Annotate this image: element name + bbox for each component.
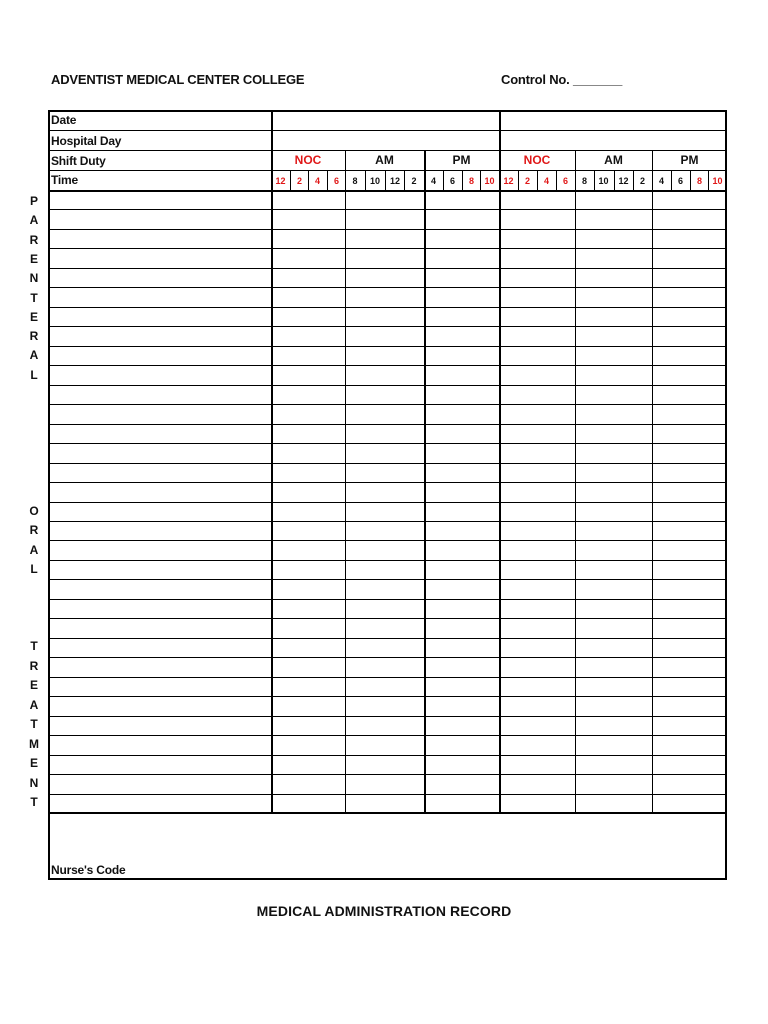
time-label: 10: [712, 176, 723, 186]
time-label: 8: [352, 176, 358, 186]
grid-line: [271, 110, 273, 813]
section-letter: A: [29, 542, 39, 557]
grid-line: [48, 130, 727, 131]
shift-label: PM: [680, 153, 699, 167]
time-label: 8: [468, 176, 474, 186]
grid-line: [48, 287, 727, 288]
grid-line: [48, 755, 727, 756]
grid-line: [48, 618, 727, 619]
shift-label: PM: [452, 153, 471, 167]
administration-record-table: [48, 110, 727, 880]
section-letter: E: [29, 309, 38, 324]
form-title: MEDICAL ADMINISTRATION RECORD: [256, 903, 512, 919]
section-letter: N: [29, 271, 39, 286]
time-label: 10: [369, 176, 380, 186]
time-label: 6: [449, 176, 455, 186]
time-label: 2: [639, 176, 645, 186]
grid-line: [48, 346, 727, 347]
nurses-code-label: Nurse's Code: [51, 863, 126, 877]
section-letter: M: [29, 736, 39, 751]
grid-line: [48, 248, 727, 249]
grid-line: [48, 716, 727, 717]
institution-name: ADVENTIST MEDICAL CENTER COLLEGE: [51, 72, 305, 87]
grid-line: [48, 170, 727, 171]
section-letter: R: [29, 329, 39, 344]
time-label: 4: [658, 176, 664, 186]
grid-line: [48, 794, 727, 795]
grid-line: [48, 482, 727, 483]
grid-line: [48, 540, 727, 541]
section-letter: R: [29, 232, 39, 247]
section-letter: N: [29, 775, 39, 790]
shift-label: AM: [604, 153, 623, 167]
grid-line: [345, 150, 346, 813]
section-letter: O: [29, 504, 39, 518]
grid-line: [48, 307, 727, 308]
time-label: 12: [389, 176, 400, 186]
section-letter: E: [29, 756, 38, 770]
grid-line: [48, 229, 727, 230]
time-label: 10: [598, 176, 609, 186]
section-letter: E: [29, 678, 38, 692]
grid-line: [48, 190, 727, 192]
section-letter: T: [30, 795, 38, 809]
grid-line: [48, 424, 727, 425]
date-label: Date: [51, 113, 77, 127]
grid-line: [48, 812, 727, 814]
grid-line: [48, 579, 727, 580]
shift-label: NOC: [294, 153, 322, 167]
grid-line: [48, 657, 727, 658]
shift-label: NOC: [523, 153, 551, 167]
time-label: Time: [51, 173, 78, 187]
time-label: 2: [296, 176, 302, 186]
grid-line: [48, 599, 727, 600]
time-label: 6: [333, 176, 339, 186]
shift-label: AM: [375, 153, 394, 167]
grid-line: [499, 110, 501, 813]
grid-line: [48, 326, 727, 327]
grid-line: [48, 209, 727, 210]
time-label: 2: [411, 176, 417, 186]
time-label: 4: [430, 176, 436, 186]
grid-line: [48, 735, 727, 736]
section-letter: T: [30, 290, 38, 305]
shift-duty-label: Shift Duty: [51, 154, 106, 168]
section-letter: T: [30, 639, 38, 653]
grid-line: [48, 150, 727, 151]
section-letter: L: [30, 367, 38, 382]
hospital-day-label: Hospital Day: [51, 134, 122, 148]
grid-line: [48, 638, 727, 639]
time-label: 6: [562, 176, 568, 186]
section-letter: T: [30, 717, 38, 731]
grid-line: [48, 774, 727, 775]
time-label: 2: [524, 176, 530, 186]
time-label: 8: [581, 176, 587, 186]
time-label: 4: [543, 176, 549, 186]
time-label: 10: [484, 176, 495, 186]
grid-line: [48, 463, 727, 464]
time-label: 12: [275, 176, 286, 186]
section-letter: P: [29, 194, 38, 208]
section-letter: A: [29, 348, 39, 363]
time-label: 12: [503, 176, 514, 186]
section-letter: R: [29, 658, 39, 673]
grid-line: [48, 268, 727, 269]
grid-line: [48, 385, 727, 386]
grid-line: [652, 150, 653, 813]
time-label: 6: [677, 176, 683, 186]
time-label: 8: [696, 176, 702, 186]
section-letter: A: [29, 213, 39, 228]
grid-line: [48, 502, 727, 503]
section-letter: E: [29, 251, 38, 266]
grid-line: [575, 150, 576, 813]
section-letter: L: [30, 561, 38, 576]
time-label: 12: [618, 176, 629, 186]
grid-line: [48, 365, 727, 366]
grid-line: [48, 560, 727, 561]
section-letter: A: [29, 697, 39, 712]
grid-line: [48, 404, 727, 405]
grid-line: [48, 696, 727, 697]
time-label: 4: [314, 176, 320, 186]
grid-line: [48, 677, 727, 678]
control-number[interactable]: Control No. _______: [501, 72, 623, 87]
section-letter: R: [29, 523, 39, 538]
grid-line: [48, 443, 727, 444]
grid-line: [424, 150, 426, 813]
grid-line: [48, 521, 727, 522]
